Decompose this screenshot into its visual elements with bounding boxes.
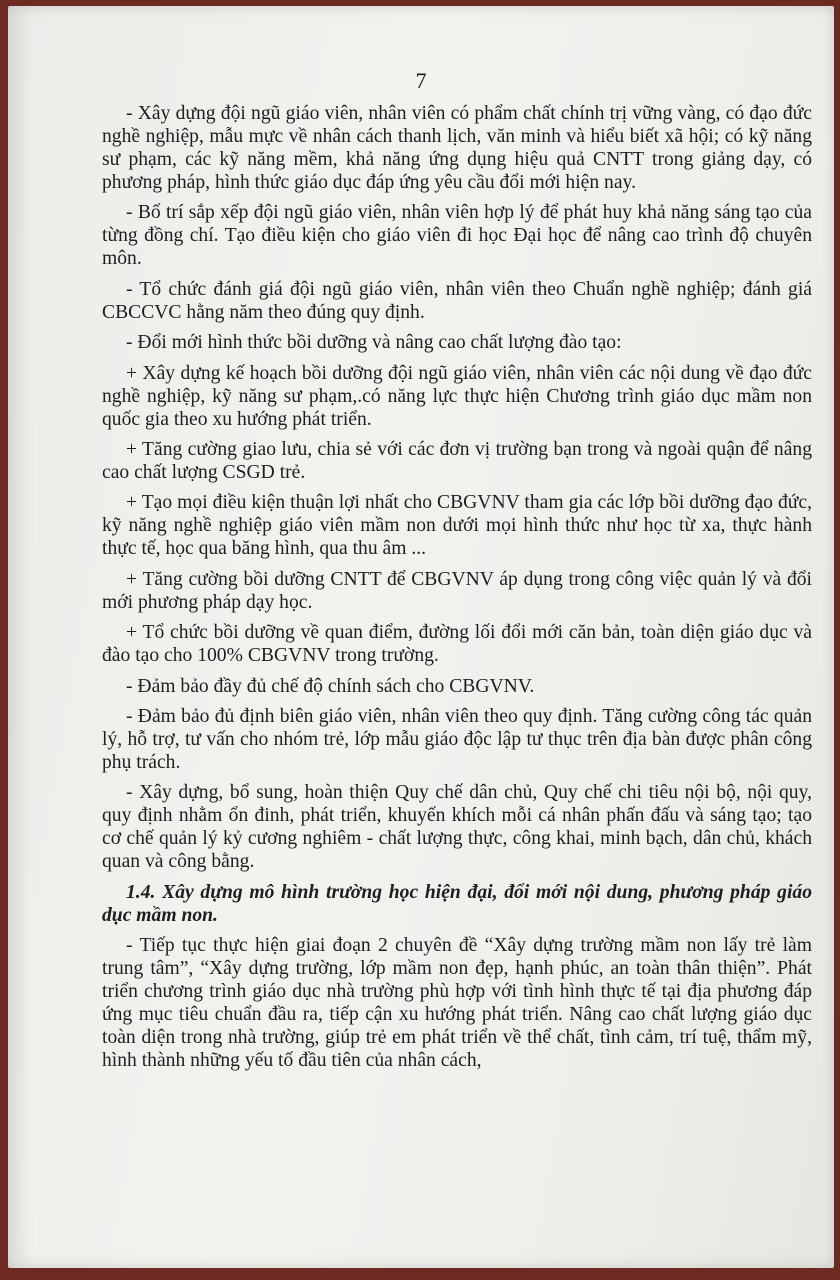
- paragraph: - Bố trí sắp xếp đội ngũ giáo viên, nhân viên hợp lý để phát huy khả năng sáng tạo của từng đồng chí. Tạo điều kiện cho giáo viên đi học Đại học để nâng cao trình độ chuyên môn.: [102, 202, 812, 270]
- paragraph: + Tăng cường giao lưu, chia sẻ với các đơn vị trường bạn trong và ngoài quận để nâng cao chất lượng CSGD trẻ.: [102, 438, 812, 483]
- page-body: [102, 102, 812, 1079]
- paragraph: - Đổi mới hình thức bồi dưỡng và nâng cao chất lượng đào tạo:: [126, 332, 622, 354]
- paragraph: - Xây dựng đội ngũ giáo viên, nhân viên có phẩm chất chính trị vững vàng, có đạo đức nghề nghiệp, mẫu mực về nhân cách thanh lịch, văn minh và hiểu biết xã hội; có kỹ năng sư phạm, các kỹ năng mềm, khả năng ứng dụng hiệu quả CNTT trong giảng dạy, có phương pháp, hình thức giáo dục đáp ứng yêu cầu đổi mới hiện nay.: [102, 103, 812, 193]
- section-heading: 1.4. Xây dựng mô hình trường học hiện đại, đổi mới nội dung, phương pháp giáo dục mầm non.: [102, 881, 812, 926]
- paragraph: - Tiếp tục thực hiện giai đoạn 2 chuyên đề “Xây dựng trường mầm non lấy trẻ làm trung tâm”, “Xây dựng trường, lớp mầm non đẹp, hạnh phúc, an toàn thân thiện”. Phát triển chương trình giáo dục nhà trường phù hợp với tình hình thực tế tại địa phương đáp ứng mục tiêu chuẩn đầu ra, tiếp cận xu hướng phát triển. Nâng cao chất lượng giáo dục toàn diện trong nhà trường, giúp trẻ em phát triển về thể chất, tình cảm, trí tuệ, thẩm mỹ, hình thành những yếu tố đầu tiên của nhân cách,: [102, 935, 812, 1072]
- paragraph: - Xây dựng, bổ sung, hoàn thiện Quy chế dân chủ, Quy chế chi tiêu nội bộ, nội quy, quy định nhằm ổn đinh, phát triển, khuyến khích mỗi cá nhân phấn đấu và sáng tạo; tạo cơ chế quản lý kỷ cương nghiêm - chất lượng thực, công khai, minh bạch, dân chủ, khách quan và công bằng.: [102, 782, 812, 873]
- paragraph: - Đảm bảo đủ định biên giáo viên, nhân viên theo quy định. Tăng cường công tác quản lý, hỗ trợ, tư vấn cho nhóm trẻ, lớp mẫu giáo độc lập tư thục trên địa bàn được phân công phụ trách.: [102, 705, 812, 773]
- paragraph: + Xây dựng kế hoạch bồi dưỡng đội ngũ giáo viên, nhân viên các nội dung về đạo đức nghề nghiệp, kỹ năng sư phạm,.có năng lực thực hiện Chương trình giáo dục mầm non quốc gia theo xu hướng phát triển.: [102, 362, 812, 430]
- paragraph: - Đảm bảo đầy đủ chế độ chính sách cho CBGVNV.: [126, 675, 535, 697]
- paragraph: + Tổ chức bồi dưỡng về quan điểm, đường lối đổi mới căn bản, toàn diện giáo dục và đào tạo cho 100% CBGVNV trong trường.: [102, 622, 812, 667]
- paragraph: - Tổ chức đánh giá đội ngũ giáo viên, nhân viên theo Chuẩn nghề nghiệp; đánh giá CBCCVC hằng năm theo đúng quy định.: [102, 278, 812, 323]
- page-number: 7: [415, 68, 427, 93]
- paragraph: + Tăng cường bồi dưỡng CNTT để CBGVNV áp dụng trong công việc quản lý và đổi mới phương pháp dạy học.: [102, 568, 812, 613]
- book-page: [8, 6, 834, 1268]
- paragraph: + Tạo mọi điều kiện thuận lợi nhất cho CBGVNV tham gia các lớp bồi dưỡng đạo đức, kỹ năng nghề nghiệp giáo viên mầm non dưới mọi hình thức như học từ xa, thực hành thực tế, học qua băng hình, qua thu âm ...: [102, 492, 812, 560]
